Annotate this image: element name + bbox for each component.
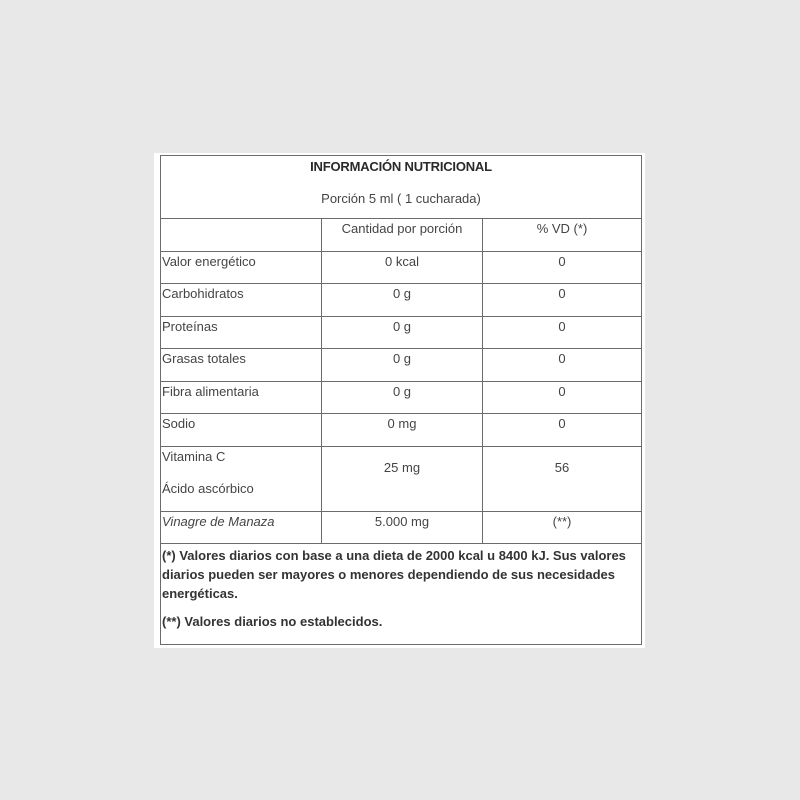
table-row-vinegar (161, 512, 641, 545)
column-header-nutrient (161, 219, 322, 251)
nutrient-vd: 0 (558, 351, 566, 366)
nutrient-amount: 0 g (322, 382, 483, 414)
nutrient-name: Proteínas (161, 317, 322, 349)
nutrient-name: Grasas totales (161, 349, 322, 381)
nutrient-vd: 0 (558, 286, 566, 301)
table-row (161, 382, 641, 415)
nutrition-table (160, 155, 642, 645)
nutrient-amount: 0 g (322, 349, 483, 381)
table-row (161, 284, 641, 317)
nutrient-vd: 0 (558, 416, 566, 431)
nutrient-name-line2: Ácido ascórbico (162, 480, 254, 496)
table-row-vitamin-c (161, 447, 641, 512)
table-header (161, 156, 641, 219)
nutrient-vd: 0 (558, 318, 566, 334)
nutrient-name: Sodio (161, 414, 322, 446)
nutrient-name-line1: Vitamina C (162, 448, 226, 464)
nutrient-name (161, 447, 322, 511)
nutrient-vd: (**) (552, 513, 572, 529)
column-header-vd: % VD (*) (536, 221, 588, 236)
table-row (161, 414, 641, 447)
nutrient-name: Fibra alimentaria (161, 382, 322, 414)
nutrient-name: Valor energético (161, 252, 322, 284)
footnote-not-established: (**) Valores diarios no establecidos. (162, 614, 383, 629)
nutrient-name: Vinagre de Manaza (161, 512, 322, 544)
nutrient-amount: 5.000 mg (322, 512, 483, 544)
nutrient-amount: 0 kcal (322, 252, 483, 284)
nutrient-amount: 0 g (322, 284, 483, 316)
nutrient-name: Carbohidratos (161, 284, 322, 316)
nutrient-amount: 0 g (322, 317, 483, 349)
footnotes (161, 544, 641, 644)
nutrient-vd: 0 (558, 253, 566, 269)
nutrient-amount: 25 mg (322, 447, 483, 511)
nutrient-vd: 0 (558, 383, 566, 399)
column-header-amount: Cantidad por porción (322, 219, 483, 251)
nutrient-amount: 0 mg (322, 414, 483, 446)
table-row (161, 252, 641, 285)
table-row (161, 317, 641, 350)
table-row (161, 349, 641, 382)
nutrient-vd: 56 (554, 459, 570, 475)
table-title: INFORMACIÓN NUTRICIONAL (310, 159, 492, 174)
portion-size: Porción 5 ml ( 1 cucharada) (321, 191, 481, 206)
footnote-daily-values: (*) Valores diarios con base a una dieta de 2000 kcal u 8400 kJ. Sus valores diarios pueden ser mayores o menores dependiendo de sus necesidades energéticas. (162, 548, 626, 601)
column-header-row (161, 219, 641, 252)
